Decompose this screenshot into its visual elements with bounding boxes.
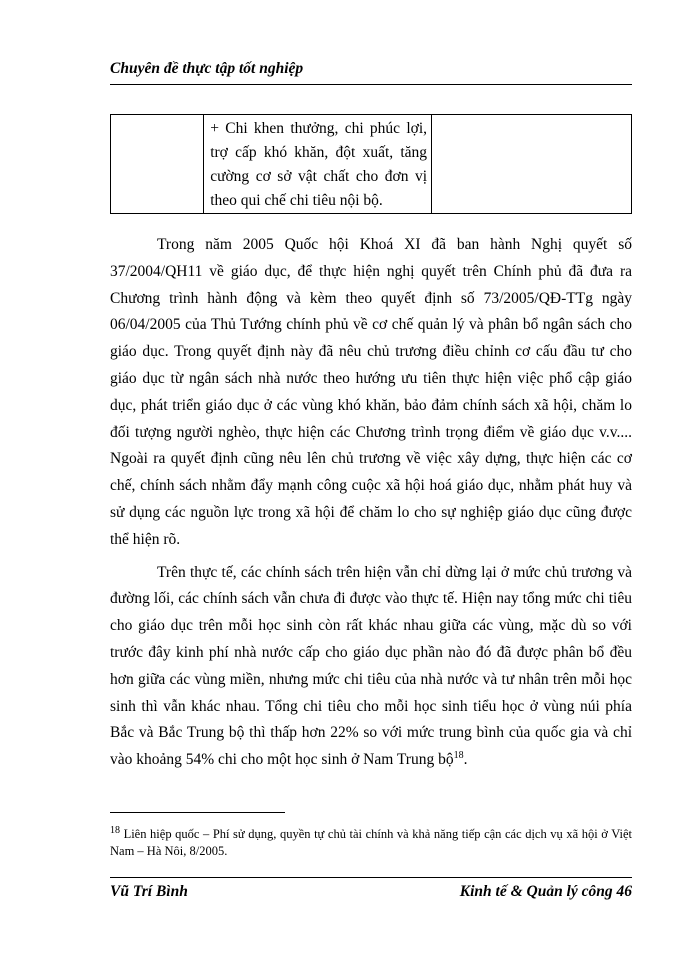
footnote-divider — [110, 812, 285, 813]
footer-course-page: Kinh tế & Quản lý công 46 — [459, 883, 632, 900]
footnote-number: 18 — [110, 824, 120, 836]
body-text — [110, 232, 632, 780]
table-cell-empty-left — [111, 115, 204, 214]
budget-table-fragment — [110, 114, 632, 214]
paragraph-2-period: . — [463, 751, 468, 769]
page-header-title: Chuyên đề thực tập tốt nghiệp — [110, 60, 304, 77]
paragraph-1: Trong năm 2005 Quốc hội Khoá XI đã ban hành Nghị quyết số 37/2004/QH11 về giáo dục, để thực hiện nghị quyết trên Chính phủ đã đưa ra Chương trình hành động và kèm theo quyết định số 73/2005/QĐ-TTg ngày 06/04/2005 của Thủ Tướng chính phủ về cơ chế quản lý và phân bổ ngân sách cho giáo dục. Trong quyết định này đã nêu chủ trương điều chỉnh cơ cấu đầu tư cho giáo dục từ ngân sách nhà nước theo hướng ưu tiên thực hiện việc phổ cập giáo dục, phát triển giáo dục ở các vùng khó khăn, bảo đảm chính sách xã hội, chăm lo đối tượng người nghèo, thực hiện các Chương trình trọng điểm về giáo dục v.v.... Ngoài ra quyết định cũng nêu lên chủ trương về việc xây dựng, thực hiện các cơ chế, chính sách nhằm đẩy mạnh công cuộc xã hội hoá giáo dục, nhằm phát huy và sử dụng các nguồn lực trong xã hội để chăm lo cho sự nghiệp giáo dục cũng được thể hiện rõ. — [110, 236, 632, 548]
table-cell-content: + Chi khen thưởng, chi phúc lợi, trợ cấp khó khăn, đột xuất, tăng cường cơ sở vật chất cho đơn vị theo qui chế chi tiêu nội bộ. — [204, 115, 432, 214]
footer-divider — [110, 877, 632, 878]
table-row — [111, 115, 632, 214]
paragraph-2 — [110, 560, 632, 774]
footnote — [110, 826, 632, 860]
paragraph-2-text: Trên thực tế, các chính sách trên hiện vẫn chỉ dừng lại ở mức chủ trương và đường lối, các chính sách vẫn chưa đi được vào thực tế. Hiện nay tổng mức chi tiêu cho giáo dục trên mỗi học sinh còn rất khác nhau giữa các vùng, mặc dù so với trước đây kinh phí nhà nước cấp cho giáo dục phần nào đó đã được phân bổ đều hơn giữa các vùng miền, nhưng mức chi tiêu của nhà nước và tư nhân trên mỗi học sinh thì vẫn khác nhau. Tổng chi tiêu cho mỗi học sinh tiểu học ở vùng núi phía Bắc và Bắc Trung bộ thì thấp hơn 22% so với mức trung bình của quốc gia và chỉ vào khoảng 54% chi cho một học sinh ở Nam Trung bộ — [110, 563, 632, 769]
table-cell-empty-right — [432, 115, 632, 214]
footnote-text: Liên hiệp quốc – Phí sử dụng, quyền tự chủ tài chính và khả năng tiếp cận các dịch vụ xã hội ở Việt Nam – Hà Nôi, 8/2005. — [110, 827, 632, 858]
header-divider — [110, 84, 632, 85]
footer-author: Vũ Trí Bình — [110, 883, 188, 900]
footnote-reference[interactable]: 18 — [453, 749, 464, 761]
